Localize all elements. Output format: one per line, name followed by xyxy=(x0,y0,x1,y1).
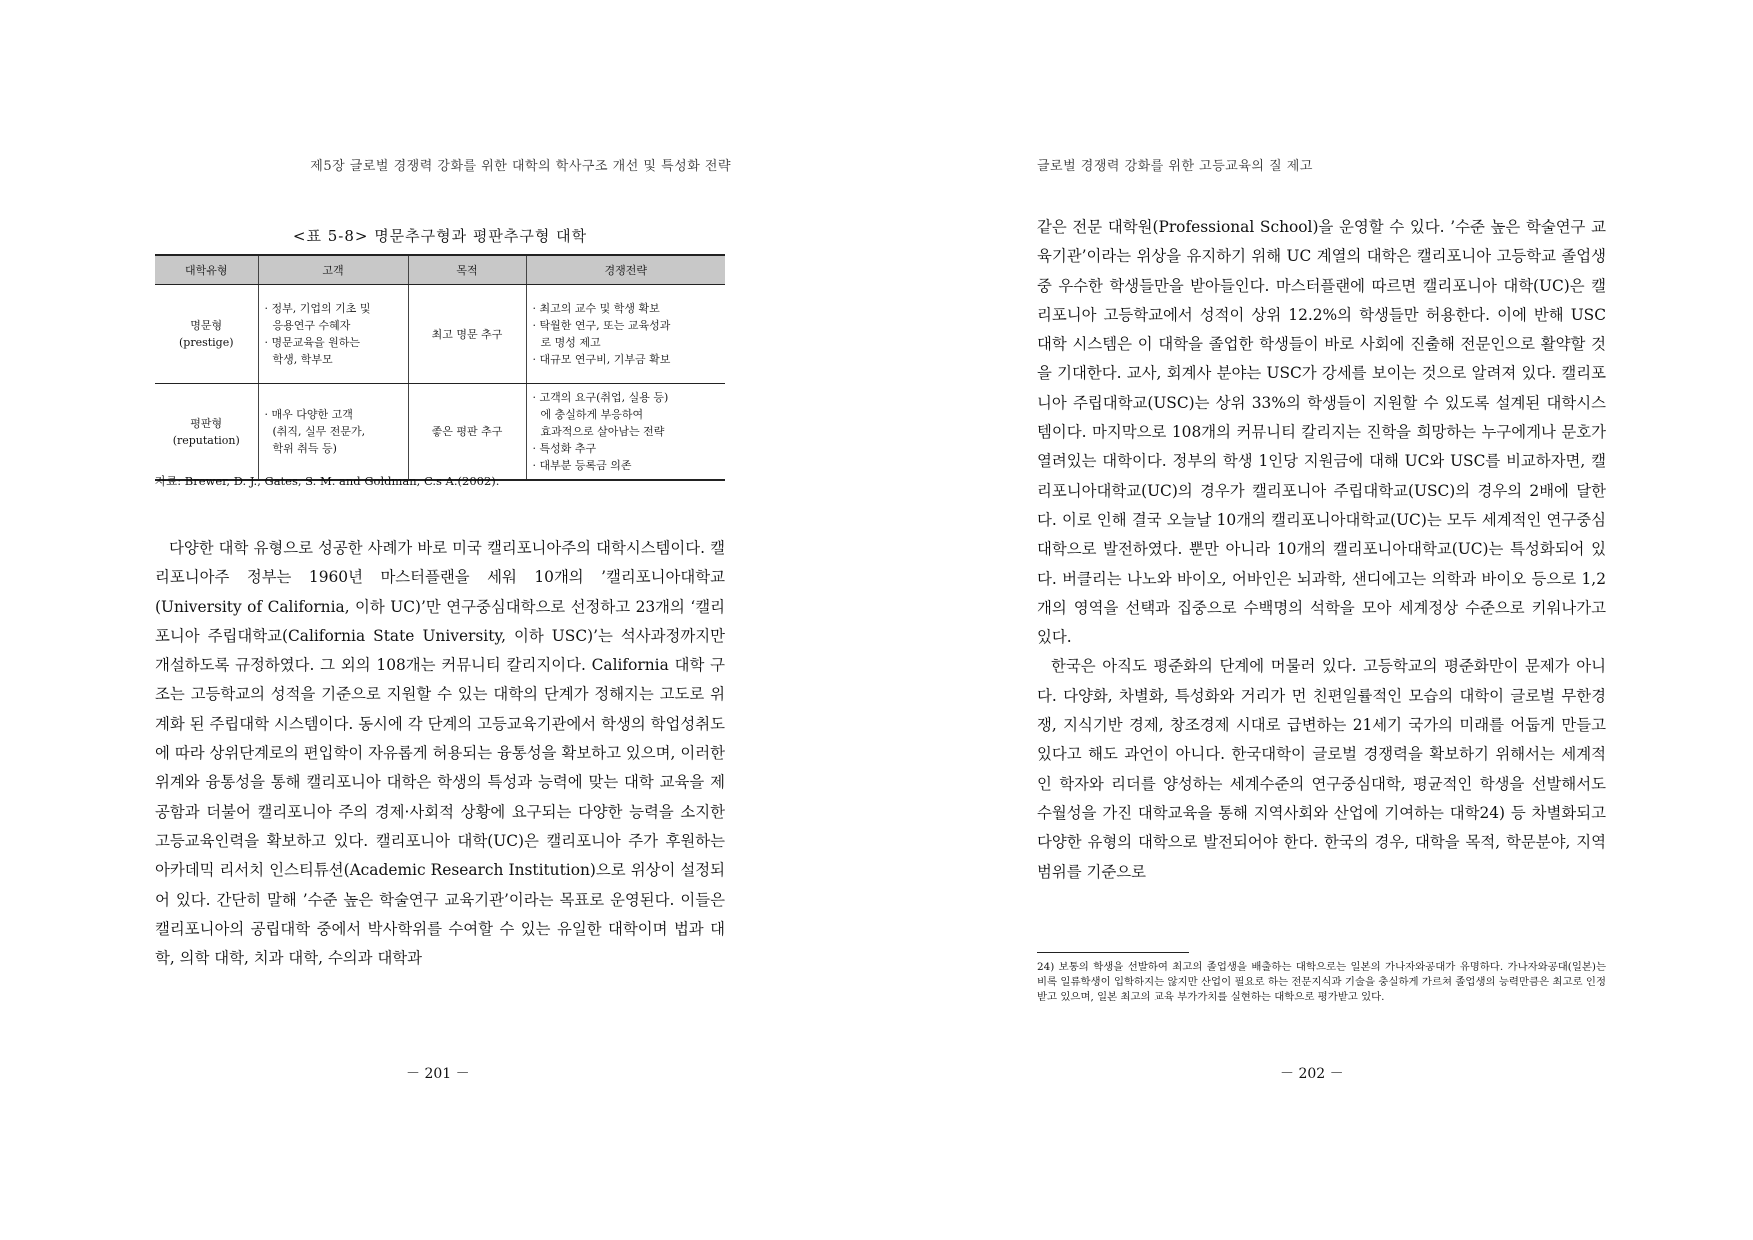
page-number: － 201 － xyxy=(406,1066,470,1082)
header-purpose: 목적 xyxy=(408,255,526,285)
bullet-line: · 정부, 기업의 기초 및 xyxy=(264,302,371,315)
purpose-cell: 최고 명문 추구 xyxy=(408,285,526,384)
body-paragraph: 다양한 대학 유형으로 성공한 사례가 바로 미국 캘리포니아주의 대학시스템이다. 캘리포니아주 정부는 1960년 마스터플랜을 세워 10개의 ’캘리포니아대학교(University of California, 이하 UC)’만 연구중심대학으로 선정하고 23개의 ‘캘리포니아 주립대학교(California State University, 이하 USC)’는 석사과정까지만 개설하도록 규정하였다. 그 외의 108개는 커뮤니티 칼리지이다. California 대학 구조는 고등학교의 성적을 기준으로 지원할 수 있는 대학의 단계가 정해지는 고도로 위계화 된 주립대학 시스템이다. 동시에 각 단계의 고등교육기관에서 학생의 학업성취도에 따라 상위단계로의 편입학이 자유롭게 허용되는 융통성을 확보하고 있으며, 이러한 위계와 융통성을 통해 캘리포니아 대학은 학생의 특성과 능력에 맞는 대학 교육을 제공함과 더불어 캘리포니아 주의 경제·사회적 상황에 요구되는 다양한 능력을 소지한 고등교육인력을 확보하고 있다. 캘리포니아 대학(UC)은 캘리포니아 주가 후원하는 아카데믹 리서치 인스티튜션(Academic Research Institution)으로 위상이 설정되어 있다. 간단히 말해 ’수준 높은 학술연구 교육기관’이라는 목표로 운영된다. 이들은 캘리포니아의 공립대학 중에서 박사학위를 수여할 수 있는 유일한 대학이며 법과 대학, 의학 대학, 치과 대학, 수의과 대학과 xyxy=(155,539,725,968)
body-paragraph: 같은 전문 대학원(Professional School)을 운영할 수 있다. ’수준 높은 학술연구 교육기관’이라는 위상을 유지하기 위해 UC 계열의 대학은 캘리포니아 고등학교 졸업생 중 우수한 학생들만을 받아들인다. 마스터플랜에 따르면 캘리포니아 대학(UC)은 캘리포니아 고등학교에서 성적이 상위 12.2%의 학생들만 허용한다. 이에 반해 USC 대학 시스템은 이 대학을 졸업한 학생들이 바로 사회에 진출해 전문인으로 활약할 것을 기대한다. 교사, 회계사 분야는 USC가 강세를 보이는 것으로 알려져 있다. 캘리포니아 주립대학교(USC)는 상위 33%의 학생들이 지원할 수 있도록 설계된 대학시스템이다. 마지막으로 108개의 커뮤니티 칼리지는 진학을 희망하는 누구에게나 문호가 열려있는 대학이다. 정부의 학생 1인당 지원금에 대해 UC와 USC를 비교하자면, 캘리포니아대학교(UC)의 경우가 캘리포니아 주립대학교(USC)의 경우의 2배에 달한다. 이로 인해 결국 오늘날 10개의 캘리포니아대학교(UC)는 모두 세계적인 연구중심대학으로 발전하였다. 뿐만 아니라 10개의 캘리포니아대학교(UC)는 특성화되어 있다. 버클리는 나노와 바이오, 어바인은 뇌과학, 샌디에고는 의학과 바이오 등으로 1,2개의 영역을 선택과 집중으로 수백명의 석학을 모아 세계정상 수준으로 키워나가고 있다. xyxy=(1037,218,1606,647)
customers-cell xyxy=(258,285,408,384)
body-paragraph: 한국은 아직도 평준화의 단계에 머물러 있다. 고등학교의 평준화만이 문제가 아니다. 다양화, 차별화, 특성화와 거리가 먼 친편일률적인 모습의 대학이 글로벌 무한경쟁, 지식기반 경제, 창조경제 시대로 급변하는 21세기 국가의 미래를 어둡게 만들고 있다고 해도 과언이 아니다. 한국대학이 글로벌 경쟁력을 확보하기 위해서는 세계적인 학자와 리더를 양성하는 세계수준의 연구중심대학, 평균적인 학생을 선발해서도 수월성을 가진 대학교육을 통해 지역사회와 산업에 기여하는 대학24) 등 차별화되고 다양한 유형의 대학으로 발전되어야 한다. 한국의 경우, 대학을 목적, 학문분야, 지역범위를 기준으로 xyxy=(1037,657,1606,881)
bullet-line: · 대부분 등록금 의존 xyxy=(532,459,632,472)
university-type-table xyxy=(155,254,725,481)
strategy-cell xyxy=(526,384,725,481)
bullet-line: 학위 취득 등) xyxy=(272,442,337,455)
page-number: － 202 － xyxy=(1280,1066,1344,1082)
bullet-line: · 매우 다양한 고객 xyxy=(264,408,353,421)
table-header-row xyxy=(155,255,725,285)
bullet-line: · 탁월한 연구, 또는 교육성과 xyxy=(532,319,671,332)
footnote: 24) 보통의 학생을 선발하여 최고의 졸업생을 배출하는 대학으로는 일본의 가나자와공대가 유명하다. 가나자와공대(일본)는 비록 일류학생이 입학하지는 않지만 산업이 필요로 하는 전문지식과 기술을 충실하게 가르쳐 졸업생의 능력만큼은 최고로 인정받고 있으며, 일본 최고의 교육 부가가치를 실현하는 대학으로 평가받고 있다. xyxy=(1037,961,1606,1003)
bullet-line: · 대규모 연구비, 기부금 확보 xyxy=(532,353,671,366)
bullet-line: · 명문교육을 원하는 xyxy=(264,336,360,349)
type-cell xyxy=(155,384,258,481)
type-cell xyxy=(155,285,258,384)
type-name: 평판형 xyxy=(190,416,223,430)
bullet-line: 에 충실하게 부응하여 xyxy=(540,408,644,421)
type-english: (reputation) xyxy=(172,433,240,447)
bullet-line: 효과적으로 살아남는 전략 xyxy=(540,425,665,438)
table-row xyxy=(155,384,725,481)
header-type: 대학유형 xyxy=(155,255,258,285)
customers-cell xyxy=(258,384,408,481)
header-strategy: 경쟁전략 xyxy=(526,255,725,285)
bullet-line: 로 명성 제고 xyxy=(540,336,601,349)
purpose-cell: 좋은 평판 추구 xyxy=(408,384,526,481)
bullet-line: (취직, 실무 전문가, xyxy=(272,425,366,438)
header-customers: 고객 xyxy=(258,255,408,285)
bullet-line: 학생, 학부모 xyxy=(272,353,333,366)
right-page xyxy=(876,0,1753,1240)
bullet-line: · 최고의 교수 및 학생 확보 xyxy=(532,302,660,315)
bullet-line: 응용연구 수혜자 xyxy=(272,319,351,332)
bullet-line: · 특성화 추구 xyxy=(532,442,597,455)
running-header: 제5장 글로벌 경쟁력 강화를 위한 대학의 학사구조 개선 및 특성화 전략 xyxy=(310,159,731,174)
bullet-line: · 고객의 요구(취업, 실용 등) xyxy=(532,391,669,404)
left-page xyxy=(0,0,876,1240)
strategy-cell xyxy=(526,285,725,384)
table-row xyxy=(155,285,725,384)
table-caption: <표 5-8> 명문추구형과 평판추구형 대학 xyxy=(292,227,588,245)
running-header: 글로벌 경쟁력 강화를 위한 고등교육의 질 제고 xyxy=(1037,159,1313,174)
body-text xyxy=(1037,213,1606,887)
table-source: 자료: Brewer, D. J., Gates, S. M. and Goldman, C.s A.(2002). xyxy=(155,474,500,488)
type-name: 명문형 xyxy=(190,319,223,332)
type-english: (prestige) xyxy=(178,336,234,349)
footnote-divider xyxy=(1037,952,1189,953)
